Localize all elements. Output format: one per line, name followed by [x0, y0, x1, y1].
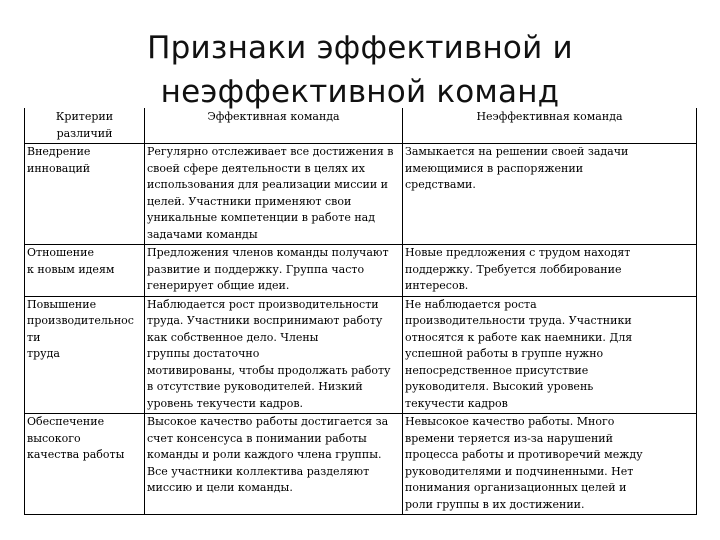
slide-title-line-2: неэффективной команд: [160, 74, 560, 110]
table-row: [25, 245, 697, 297]
row-ineffective-cell: Невысокое качество работы. Много времени теряется из-за нарушений процесса работы и противоречий между руководителями и подчиненными. Нет понимания организационных целей и роли группы в их достижении.: [403, 414, 697, 515]
row-ineffective-cell: Новые предложения с трудом находят поддержку. Требуется лоббирование интересов.: [403, 245, 697, 297]
row-criterion: Обеспечение высокого качества работы: [25, 414, 145, 515]
row-effective-cell: Наблюдается рост производительности труда. Участники воспринимают работу как собственное дело. Члены группы достаточно мотивированы, чтобы продолжать работу в отсутствие руководителей. Низкий уровень текучести кадров.: [145, 296, 403, 414]
row-criterion: Повышение производительнос ти труда: [25, 296, 145, 414]
slide-title-line-1: Признаки эффективной и: [147, 30, 573, 66]
row-effective-cell: Предложения членов команды получают развитие и поддержку. Группа часто генерирует общие идеи.: [145, 245, 403, 297]
row-criterion: Внедрение инноваций: [25, 144, 145, 245]
header-criteria: Критерии различий: [25, 108, 145, 144]
header-ineffective-team: Неэффективная команда: [403, 108, 697, 144]
row-criterion: Отношение к новым идеям: [25, 245, 145, 297]
row-ineffective-cell: Не наблюдается роста производительности труда. Участники относятся к работе как наемники. Для успешной работы в группе нужно непосредственное присутствие руководителя. Высокий уровень текучести кадров: [403, 296, 697, 414]
table-row: [25, 144, 697, 245]
row-effective-cell: Регулярно отслеживает все достижения в своей сфере деятельности в целях их использования для реализации миссии и целей. Участники применяют свои уникальные компетенции в работе над задачами команды: [145, 144, 403, 245]
table-header-row: [25, 108, 697, 144]
header-effective-team: Эффективная команда: [145, 108, 403, 144]
table-row: [25, 296, 697, 414]
row-ineffective-cell: Замыкается на решении своей задачи имеющимися в распоряжении средствами.: [403, 144, 697, 245]
comparison-table: [24, 108, 697, 515]
row-effective-cell: Высокое качество работы достигается за счет консенсуса в понимании работы команды и роли каждого члена группы. Все участники коллектива разделяют миссию и цели команды.: [145, 414, 403, 515]
table-row: [25, 414, 697, 515]
